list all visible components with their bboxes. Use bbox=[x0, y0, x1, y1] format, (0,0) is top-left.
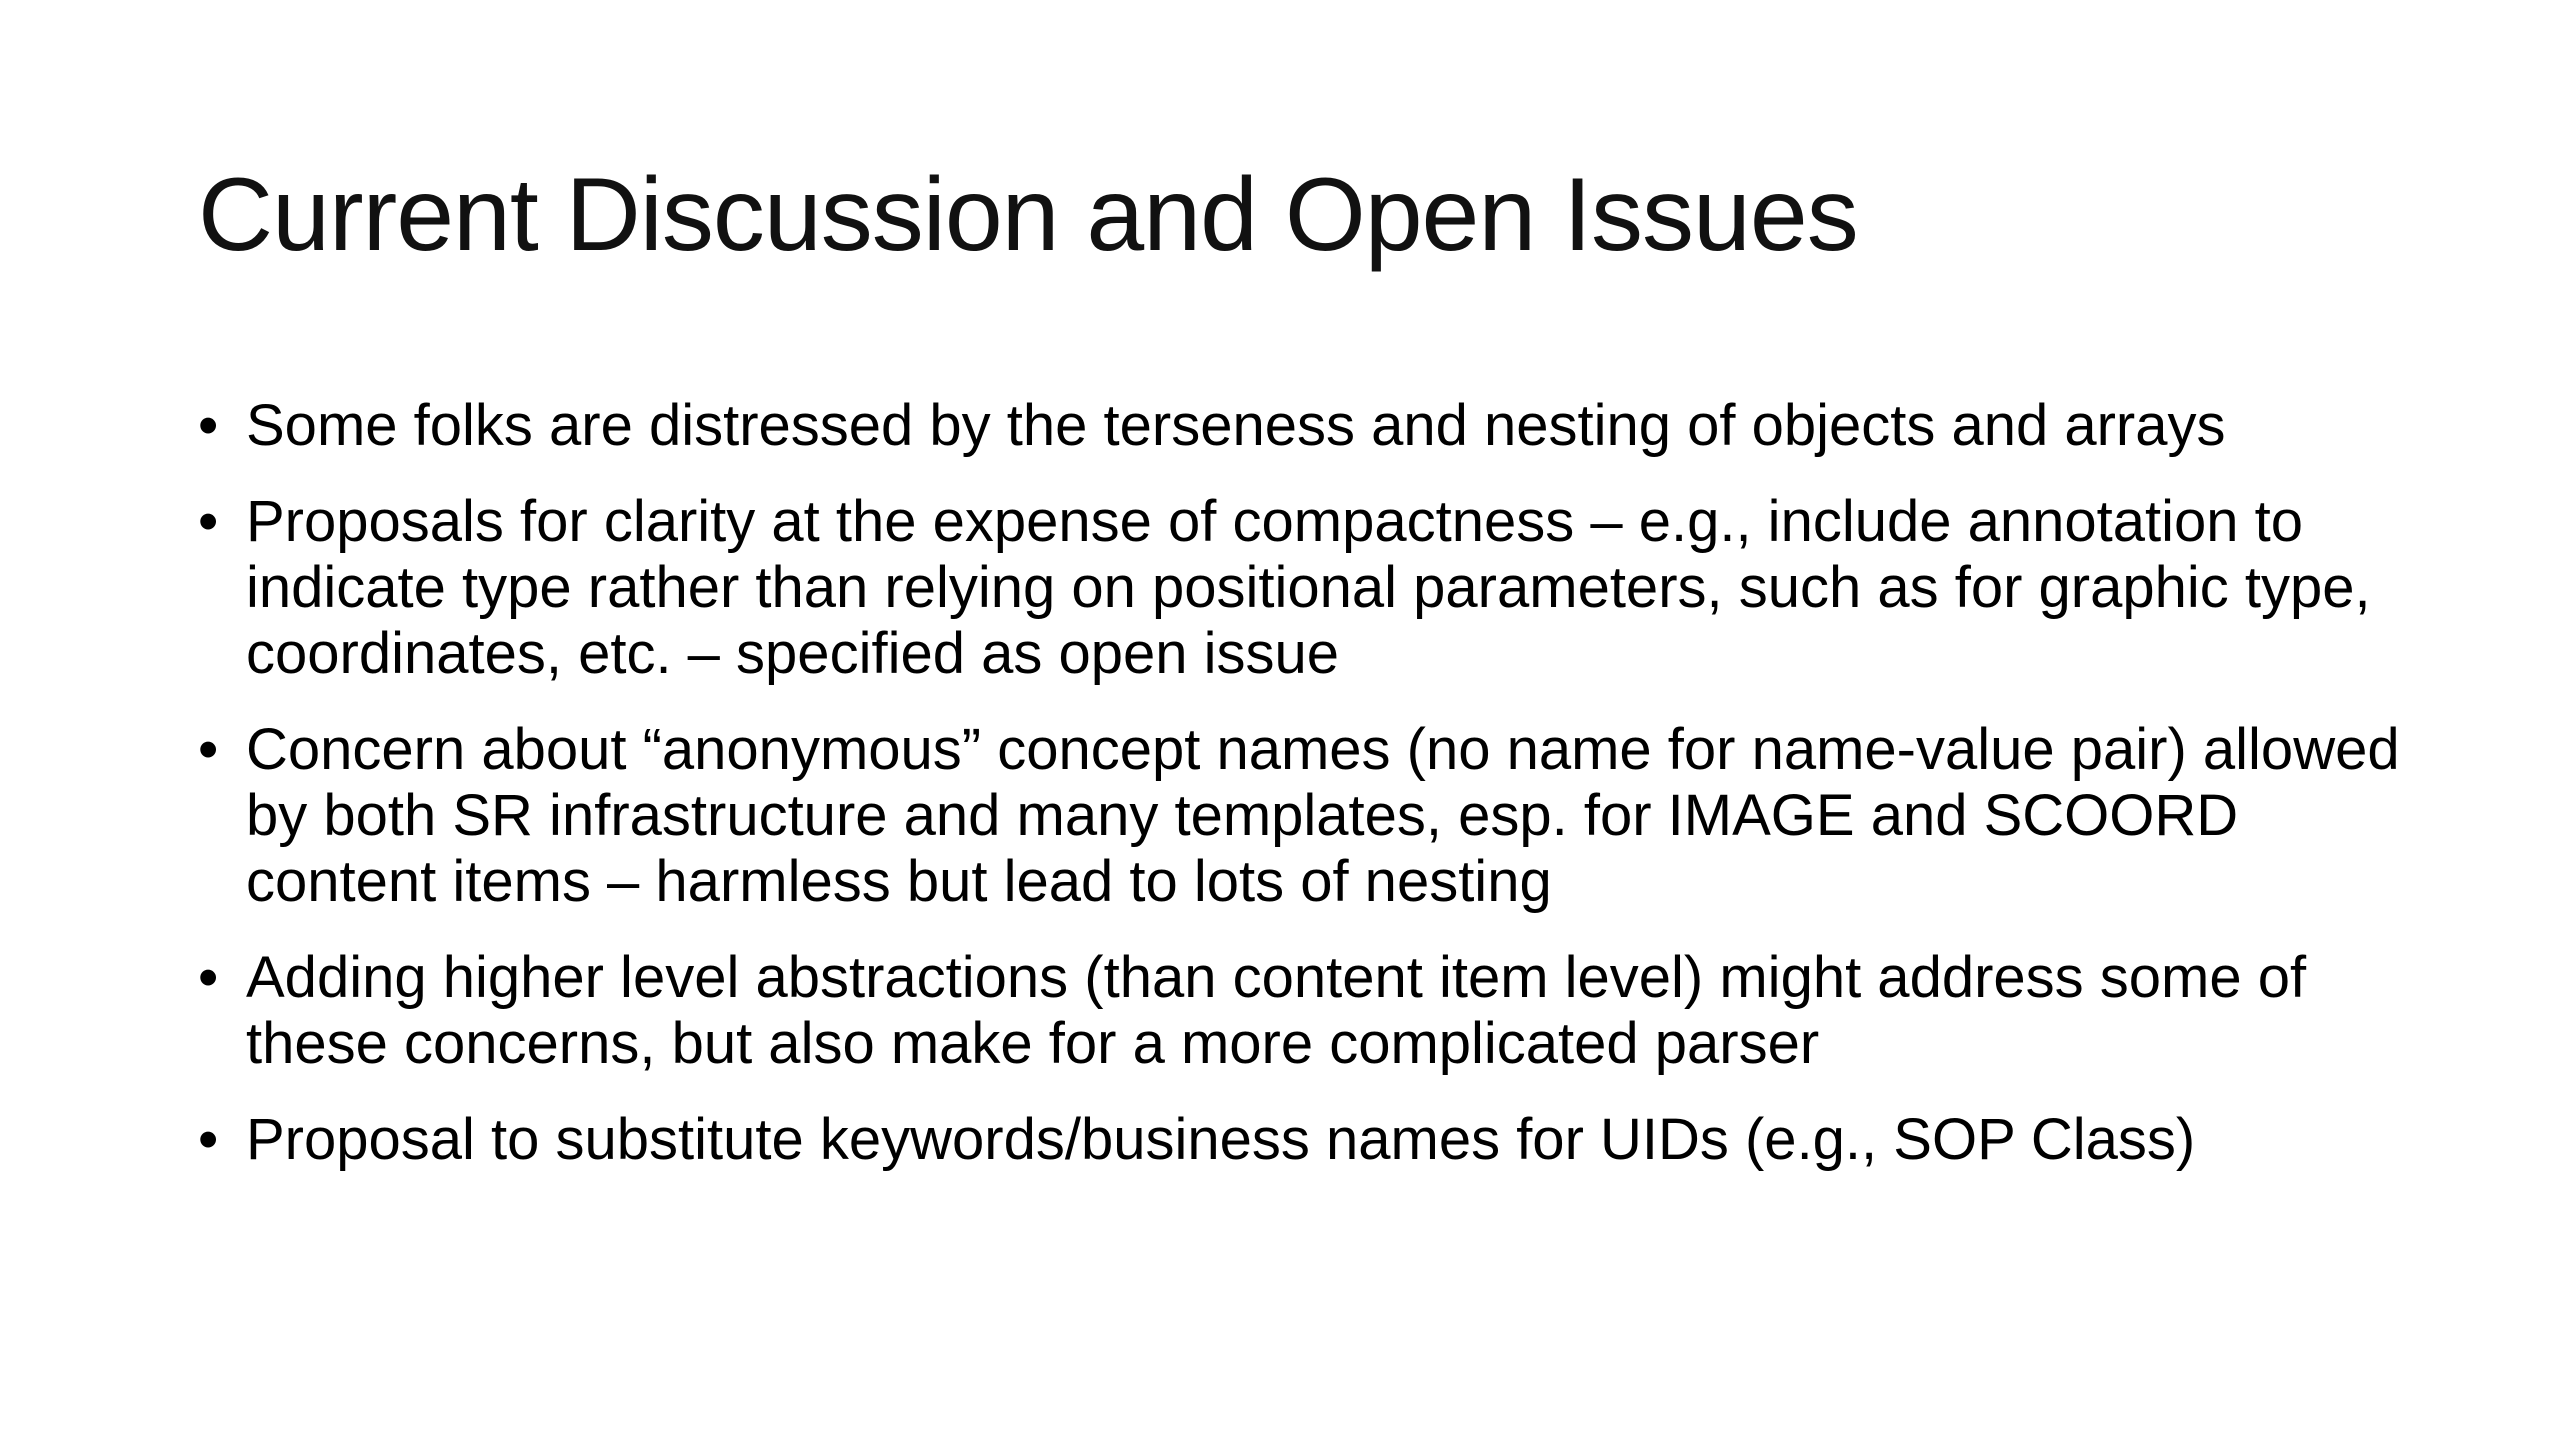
bullet-list bbox=[198, 393, 2438, 1203]
bullet-item bbox=[198, 1107, 2438, 1173]
bullet-marker: • bbox=[198, 1107, 219, 1172]
bullet-item bbox=[198, 393, 2438, 459]
bullet-text: Adding higher level abstractions (than content item level) might address some of these concerns, but also make for a more complicated parser bbox=[246, 945, 2307, 1076]
bullet-marker: • bbox=[198, 945, 219, 1010]
bullet-item bbox=[198, 945, 2438, 1077]
bullet-marker: • bbox=[198, 489, 219, 554]
bullet-item bbox=[198, 489, 2438, 687]
bullet-text: Proposals for clarity at the expense of compactness – e.g., include annotation to indicate type rather than relying on positional parameters, such as for graphic type, coordinates, etc. – specified as open issue bbox=[246, 489, 2371, 686]
slide-title: Current Discussion and Open Issues bbox=[198, 157, 1858, 273]
bullet-marker: • bbox=[198, 717, 219, 782]
bullet-text: Some folks are distressed by the terseness and nesting of objects and arrays bbox=[246, 393, 2226, 458]
bullet-text: Proposal to substitute keywords/business names for UIDs (e.g., SOP Class) bbox=[246, 1107, 2196, 1172]
bullet-item bbox=[198, 717, 2438, 915]
bullet-text: Concern about “anonymous” concept names (no name for name-value pair) allowed by both SR infrastructure and many templates, esp. for IMAGE and SCOORD content items – harmless but lead to lots of nesting bbox=[246, 717, 2400, 914]
bullet-marker: • bbox=[198, 393, 219, 458]
